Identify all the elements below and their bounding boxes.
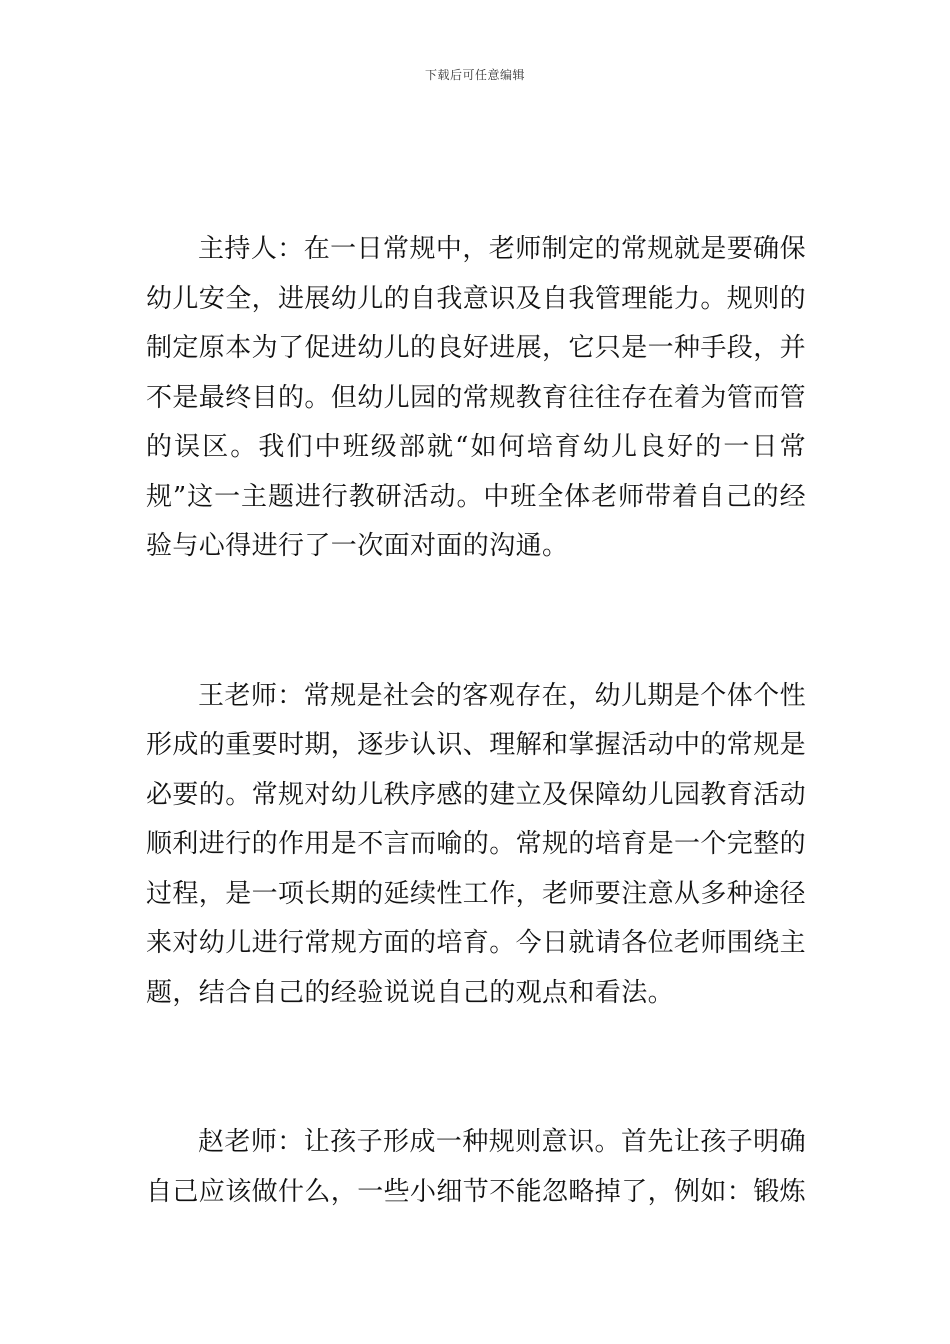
paragraph-wang: 王老师：常规是社会的客观存在，幼儿期是个体个性形成的重要时期，逐步认识、理解和掌握活动中的常规是必要的。常规对幼儿秩序感的建立及保障幼儿园教育活动顺利进行的作用是不言而喻的。常规的培育是一个完整的过程，是一项长期的延续性工作，老师要注意从多种途径来对幼儿进行常规方面的培育。今日就请各位老师围绕主题，结合自己的经验说说自己的观点和看法。 xyxy=(146,680,807,1008)
header-note: 下载后可任意编辑 xyxy=(424,68,525,82)
paragraph-zhao: 赵老师：让孩子形成一种规则意识。首先让孩子明确自己应该做什么，一些小细节不能忽略掉了，例如：锻炼 xyxy=(146,1127,807,1207)
paragraph-host: 主持人：在一日常规中，老师制定的常规就是要确保幼儿安全，进展幼儿的自我意识及自我管理能力。规则的制定原本为了促进幼儿的良好进展，它只是一种手段，并不是最终目的。但幼儿园的常规教育往往存在着为管而管的误区。我们中班级部就“如何培育幼儿良好的一日常规”这一主题进行教研活动。中班全体老师带着自己的经验与心得进行了一次面对面的沟通。 xyxy=(146,234,807,561)
document-body xyxy=(146,225,806,1217)
